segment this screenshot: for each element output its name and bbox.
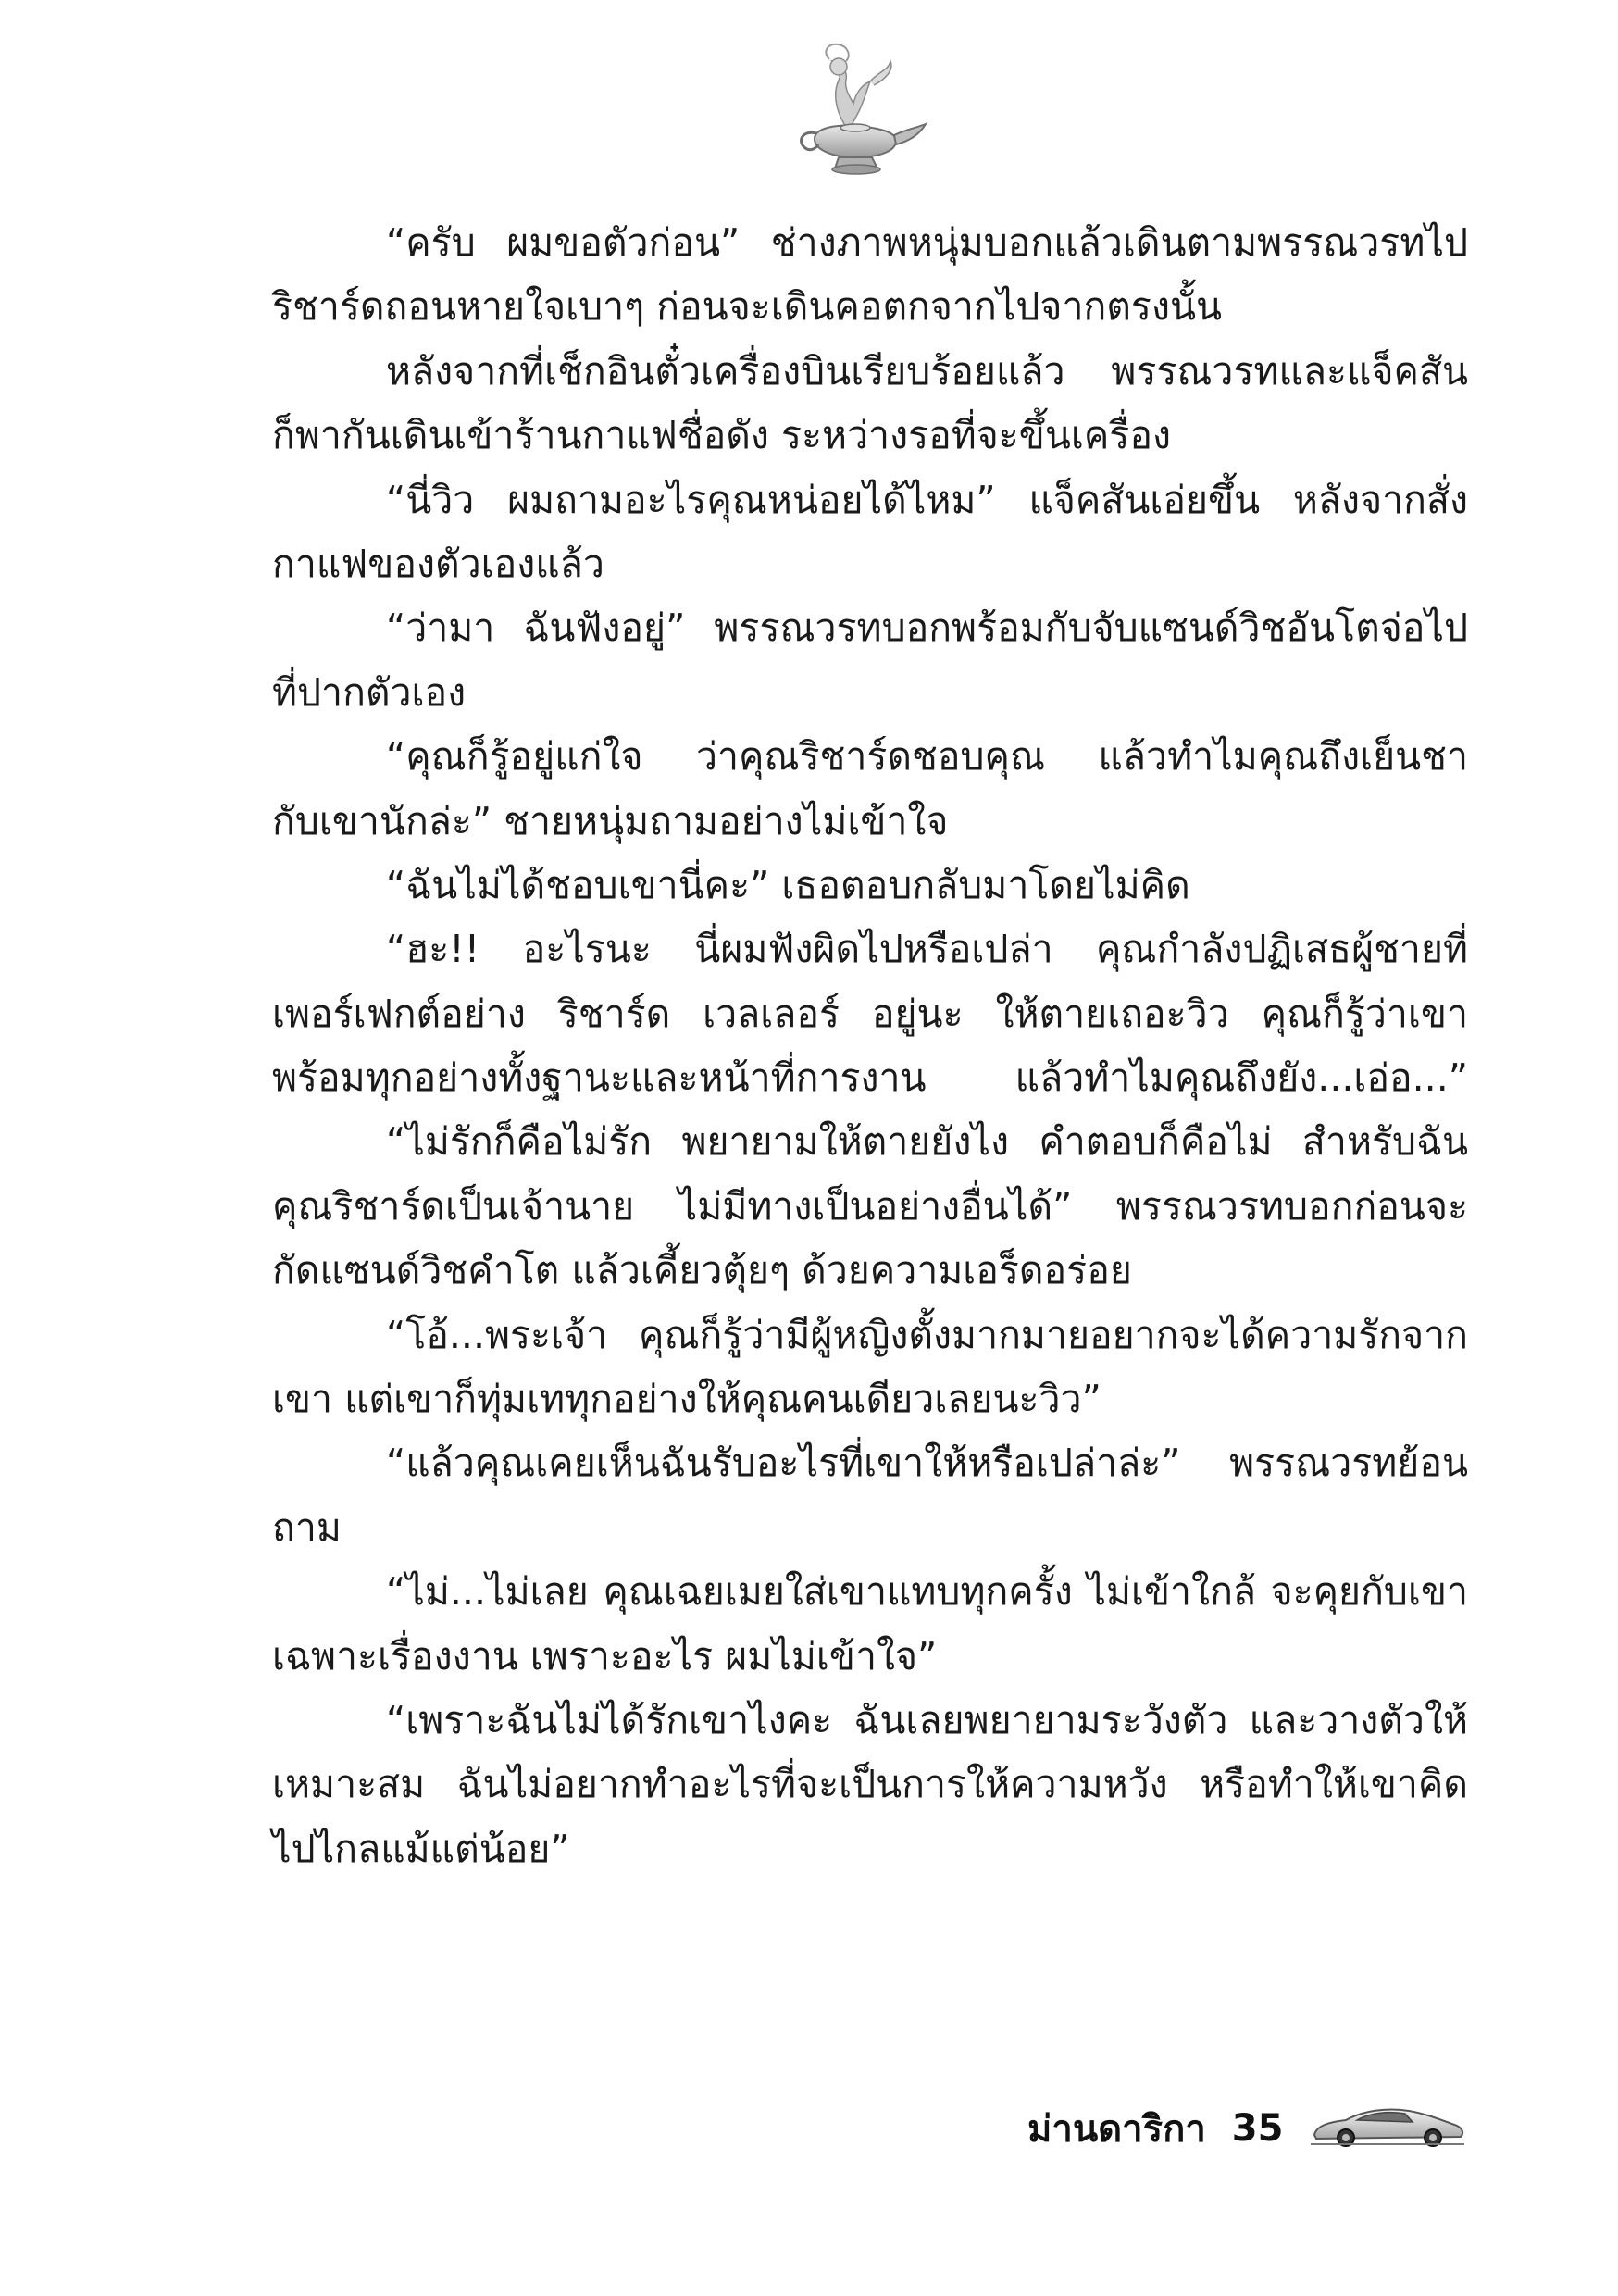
text-line: “ว่ามา ฉันฟังอยู่” พรรณวรทบอกพร้อมกับจับแซนด์วิชอันโตจ่อไป [386,605,1468,651]
text-line: ถาม [272,1504,342,1550]
text-line: เฉพาะเรื่องงาน เพราะอะไร ผมไม่เข้าใจ” [272,1633,938,1678]
page-number: 35 [1231,2107,1284,2150]
text-line: เพอร์เฟกต์อย่าง ริชาร์ด เวลเลอร์ อยู่นะ ให้ตายเถอะวิว คุณก็รู้ว่าเขา [272,991,1468,1036]
text-line: หลังจากที่เช็กอินตั๋วเครื่องบินเรียบร้อยแล้ว พรรณวรทและแจ็คสัน [386,348,1468,393]
text-line: “คุณก็รู้อยู่แก่ใจ ว่าคุณริชาร์ดชอบคุณ แล้วทำไมคุณถึงเย็นชา [386,734,1468,780]
text-line: “แล้วคุณเคยเห็นฉันรับอะไรที่เขาให้หรือเปล่าล่ะ” พรรณวรทย้อน [386,1441,1468,1486]
text-line: “ไม่...ไม่เลย คุณเฉยเมยใส่เขาแทบทุกครั้ง ไม่เข้าใกล้ จะคุยกับเขา [386,1569,1468,1615]
text-line: “นี่วิว ผมถามอะไรคุณหน่อยได้ไหม” แจ็คสันเอ่ยขึ้น หลังจากสั่ง [386,477,1468,522]
text-line: ริชาร์ดถอนหายใจเบาๆ ก่อนจะเดินคอตกจากไปจากตรงนั้น [272,284,1223,330]
text-line: เหมาะสม ฉันไม่อยากทำอะไรที่จะเป็นการให้ความหวัง หรือทำให้เขาคิด [272,1762,1468,1807]
text-line: “ฮะ!! อะไรนะ นี่ผมฟังผิดไปหรือเปล่า คุณกำลังปฏิเสธผู้ชายที่ [386,927,1468,972]
text-line: ก็พากันเดินเข้าร้านกาแฟชื่อดัง ระหว่างรอที่จะขึ้นเครื่อง [272,413,1171,458]
text-line: “โอ้...พระเจ้า คุณก็รู้ว่ามีผู้หญิงตั้งมากมายอยากจะได้ความรักจาก [386,1312,1468,1357]
text-line: คุณริชาร์ดเป็นเจ้านาย ไม่มีทางเป็นอย่างอื่นได้” พรรณวรทบอกก่อนจะ [272,1183,1468,1229]
text-line: “ครับ ผมขอตัวก่อน” ช่างภาพหนุ่มบอกแล้วเดินตามพรรณวรทไป [386,220,1468,265]
teapot-woman-emblem-icon [781,39,929,182]
text-line: ที่ปากตัวเอง [272,669,467,715]
text-line: พร้อมทุกอย่างทั้งฐานะและหน้าที่การงาน แล้วทำไมคุณถึงยัง...เอ่อ...” [272,1055,1468,1101]
story-text-block [272,211,1468,1881]
text-line: เขา แต่เขาก็ทุ่มเททุกอย่างให้คุณคนเดียวเลยนะวิว” [272,1377,1101,1422]
text-line: กับเขานักล่ะ” ชายหนุ่มถามอย่างไม่เข้าใจ [272,798,949,843]
text-line: กาแฟของตัวเองแล้ว [272,541,604,586]
page-footer [1027,2096,1466,2161]
text-line: “ไม่รักก็คือไม่รัก พยายามให้ตายยังไง คำตอบก็คือไม่ สำหรับฉัน [386,1119,1468,1165]
sports-car-icon [1309,2098,1466,2159]
text-line: กัดแซนด์วิชคำโต แล้วเคี้ยวตุ้ยๆ ด้วยความเอร็ดอร่อย [272,1248,1132,1293]
text-line: “ฉันไม่ได้ชอบเขานี่คะ” เธอตอบกลับมาโดยไม่คิด [386,862,1190,907]
text-line: “เพราะฉันไม่ได้รักเขาไงคะ ฉันเลยพยายามระวังตัว และวางตัวให้ [386,1697,1468,1742]
text-line: ไปไกลแม้แต่น้อย” [272,1826,570,1871]
book-title: ม่านดาริกา [1027,2108,1206,2151]
